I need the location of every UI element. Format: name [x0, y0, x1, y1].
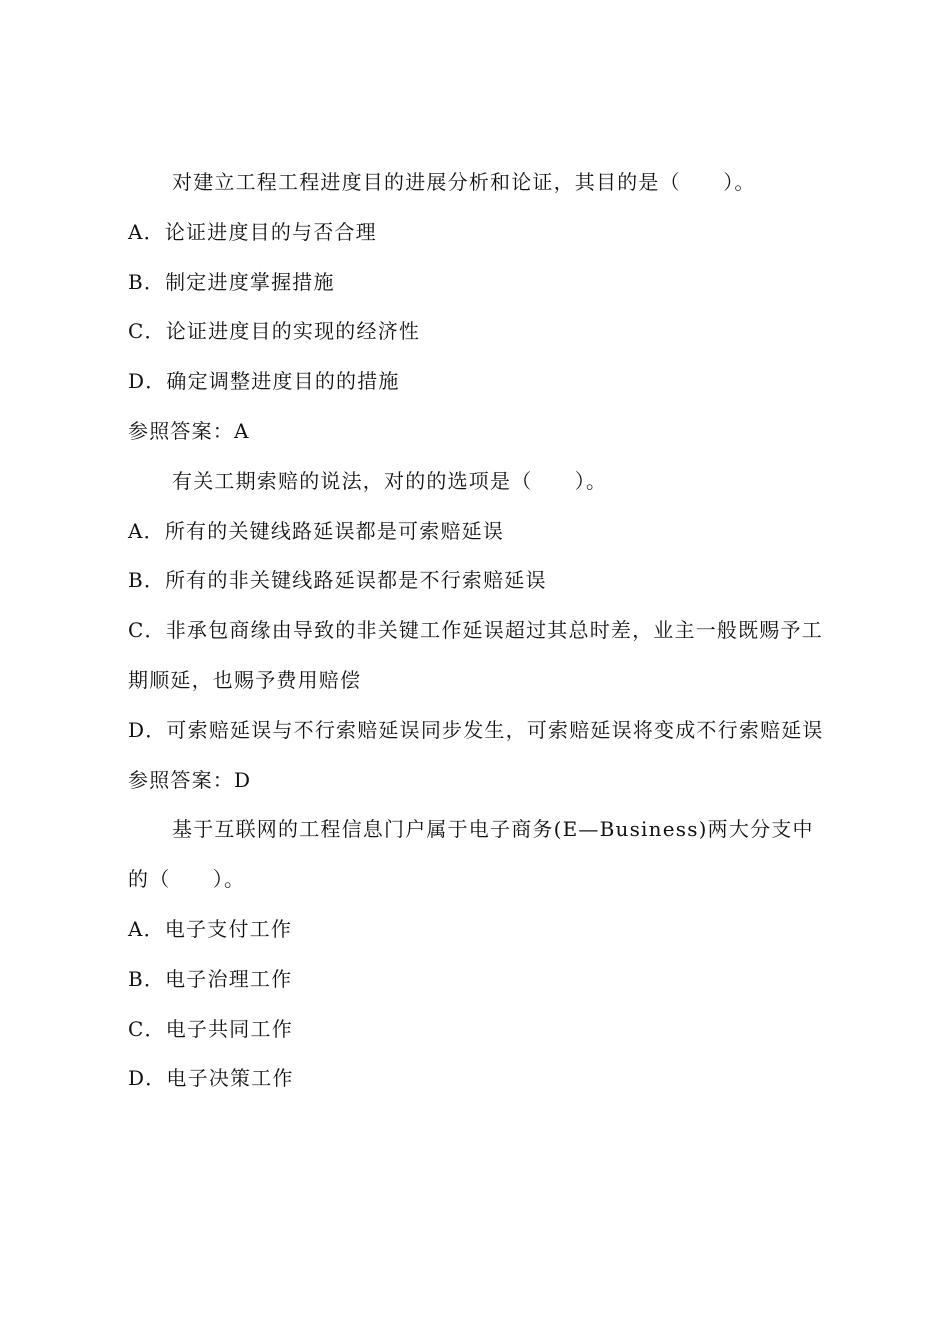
reference-answer: 参照答案：A	[128, 418, 250, 443]
question-3	[128, 805, 832, 1104]
option-c: C．论证进度目的实现的经济性	[128, 319, 421, 344]
option-a: A．论证进度目的与否合理	[128, 219, 377, 244]
question-stem: 对建立工程工程进度目的进展分析和论证，其目的是（ ）。	[172, 170, 756, 194]
question-2	[128, 457, 832, 806]
option-a: A．电子支付工作	[128, 916, 293, 941]
reference-answer: 参照答案：D	[128, 767, 252, 792]
option-c: C．电子共同工作	[128, 1016, 293, 1041]
question-stem: 基于互联网的工程信息门户属于电子商务(E—Business)两大分支中的（ ）。	[128, 817, 814, 892]
option-b: B．电子治理工作	[128, 966, 293, 991]
question-1	[128, 158, 832, 457]
option-b: B．制定进度掌握措施	[128, 269, 335, 294]
option-b: B．所有的非关键线路延误都是不行索赔延误	[128, 568, 547, 593]
option-a: A．所有的关键线路延误都是可索赔延误	[128, 518, 505, 543]
question-stem: 有关工期索赔的说法，对的的选项是（ ）。	[172, 468, 608, 493]
option-d: D．电子决策工作	[128, 1066, 294, 1091]
option-d: D．确定调整进度目的的措施	[128, 369, 400, 394]
document-page	[128, 158, 832, 1104]
option-c: C．非承包商缘由导致的非关键工作延误超过其总时差，业主一般既赐予工期顺延，也赐予费用赔偿	[128, 618, 823, 692]
option-d: D．可索赔延误与不行索赔延误同步发生，可索赔延误将变成不行索赔延误	[128, 717, 824, 742]
